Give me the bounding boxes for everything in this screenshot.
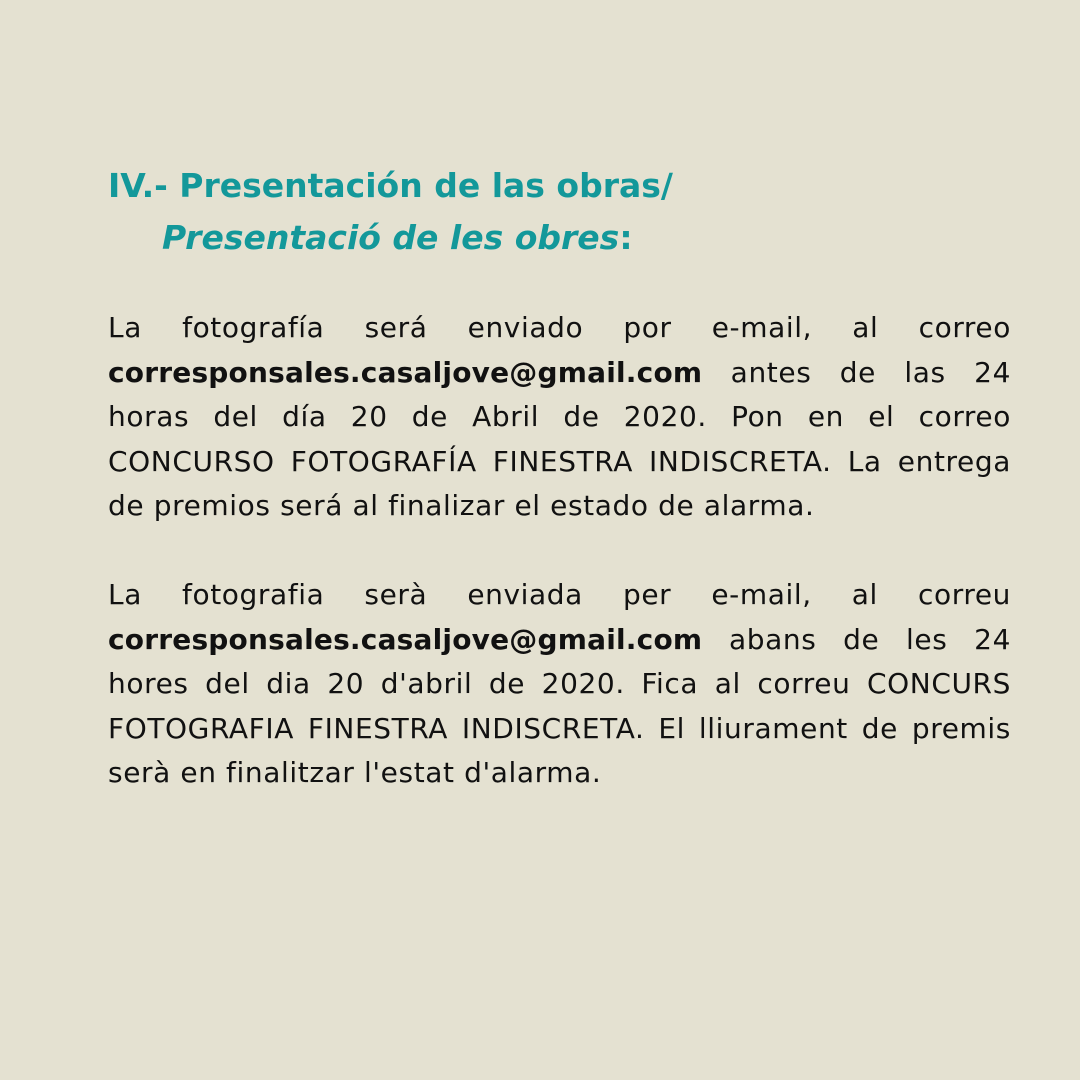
paragraph-catalan	[108, 573, 1011, 796]
heading-catalan	[108, 212, 1008, 264]
spanish-text-after-email: antes de las 24 horas del día 20 de Abril de 2020. Pon en el correo CONCURSO FOTOGRAFÍA FINESTRA INDISCRETA. La entrega de premios será al finalizar el estado de alarma.	[108, 355, 1011, 523]
spanish-email-address: corresponsales.casaljove@gmail.com	[108, 355, 703, 389]
catalan-email-address: corresponsales.casaljove@gmail.com	[108, 622, 703, 656]
catalan-text-after-email: abans de les 24 hores del dia 20 d'abril de 2020. Fica al correu CONCURS FOTOGRAFIA FINESTRA INDISCRETA. El lliurament de premis serà en finalitzar l'estat d'alarma.	[108, 622, 1011, 790]
heading-colon: :	[619, 218, 633, 257]
section-heading	[108, 160, 1008, 264]
spanish-text-before-email: La fotografía será enviado por e-mail, al correo	[108, 311, 1011, 344]
paragraph-spanish	[108, 306, 1011, 529]
heading-spanish: IV.- Presentación de las obras/	[108, 166, 673, 205]
heading-catalan-italic: Presentació de les obres	[162, 218, 620, 257]
catalan-text-before-email: La fotografia serà enviada per e-mail, al correu	[108, 578, 1011, 611]
